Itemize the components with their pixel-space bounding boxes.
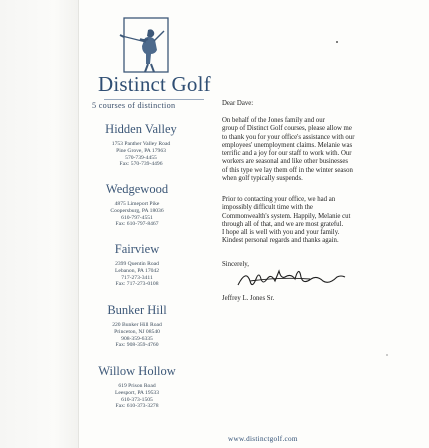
course-city: Coopersburg, PA 18036 [110, 207, 164, 214]
scan-speck [386, 354, 388, 356]
brand-tagline: 5 courses of distinction [92, 101, 176, 110]
course-fax: Fax: 610-373-3278 [115, 403, 159, 410]
letter-signer-name: Jeffrey L. Jones Sr. [222, 295, 275, 302]
course-phone: 610-373-1505 [121, 396, 153, 403]
course-bunker-hill [72, 303, 202, 349]
letter-salutation: Dear Dave: [222, 100, 254, 107]
course-phone: 570-739-4455 [125, 154, 157, 161]
brand-divider [104, 99, 204, 100]
course-fax: Fax: 717-273-0108 [115, 281, 159, 288]
course-address: 4875 Limeport Pike [114, 201, 160, 207]
course-fax: Fax: 908-359-4760 [115, 342, 159, 349]
course-fax: Fax: 570-739-4496 [119, 161, 163, 168]
course-name: Fairview [114, 242, 160, 256]
course-city: Lebanon, PA 17042 [114, 267, 160, 274]
signature-icon [232, 267, 362, 293]
course-phone: 717-273-3411 [121, 274, 153, 281]
course-address: 1753 Panther Valley Road [111, 141, 171, 147]
footer-website-link[interactable]: www.distinctgolf.com [228, 435, 298, 443]
course-city: Pine Grove, PA 17963 [116, 147, 166, 154]
golfer-logo-icon [118, 14, 174, 78]
course-city: Princeton, NJ 08540 [114, 328, 160, 335]
course-name: Hidden Valley [105, 122, 177, 136]
letter-paragraph-1: On behalf of the Jones family and our group of Distinct Golf courses, please allow me to thank you for your office's assistance with our employees' unemployment claims. Melanie was terrific and a joy for our staff to work with. Our workers are seasonal and like other businesses of this type we lay them off in the winter season when golf typically suspends. [222, 117, 355, 183]
course-phone: 908-359-6335 [121, 335, 153, 342]
course-address: 619 Prison Road [118, 383, 156, 389]
course-address: 2399 Quentin Road [115, 261, 159, 267]
course-fairview [72, 242, 202, 288]
course-fax: Fax: 610-797-8467 [115, 221, 159, 228]
course-willow-hollow [72, 364, 202, 410]
scan-speck [336, 41, 338, 43]
page-fold-strip [0, 0, 79, 448]
course-address: 220 Bunker Hill Road [112, 322, 162, 328]
course-name: Wedgewood [105, 182, 169, 196]
course-city: Leesport, PA 19533 [114, 389, 160, 396]
course-name: Bunker Hill [107, 303, 167, 317]
course-hidden-valley [76, 122, 206, 168]
brand-name: Distinct Golf [98, 72, 211, 96]
course-phone: 610-797-4551 [121, 214, 153, 221]
course-wedgewood [72, 182, 202, 228]
letter-paragraph-2: Prior to contacting your office, we had an impossibly difficult time with the Commonwealth's system. Happily, Melanie cut through all of that, and we are most grateful. I hope all is well with you and your family. Kindest personal regards and thanks again. [222, 196, 351, 245]
course-name: Willow Hollow [98, 364, 176, 378]
letter-closing: Sincerely, [222, 261, 249, 268]
